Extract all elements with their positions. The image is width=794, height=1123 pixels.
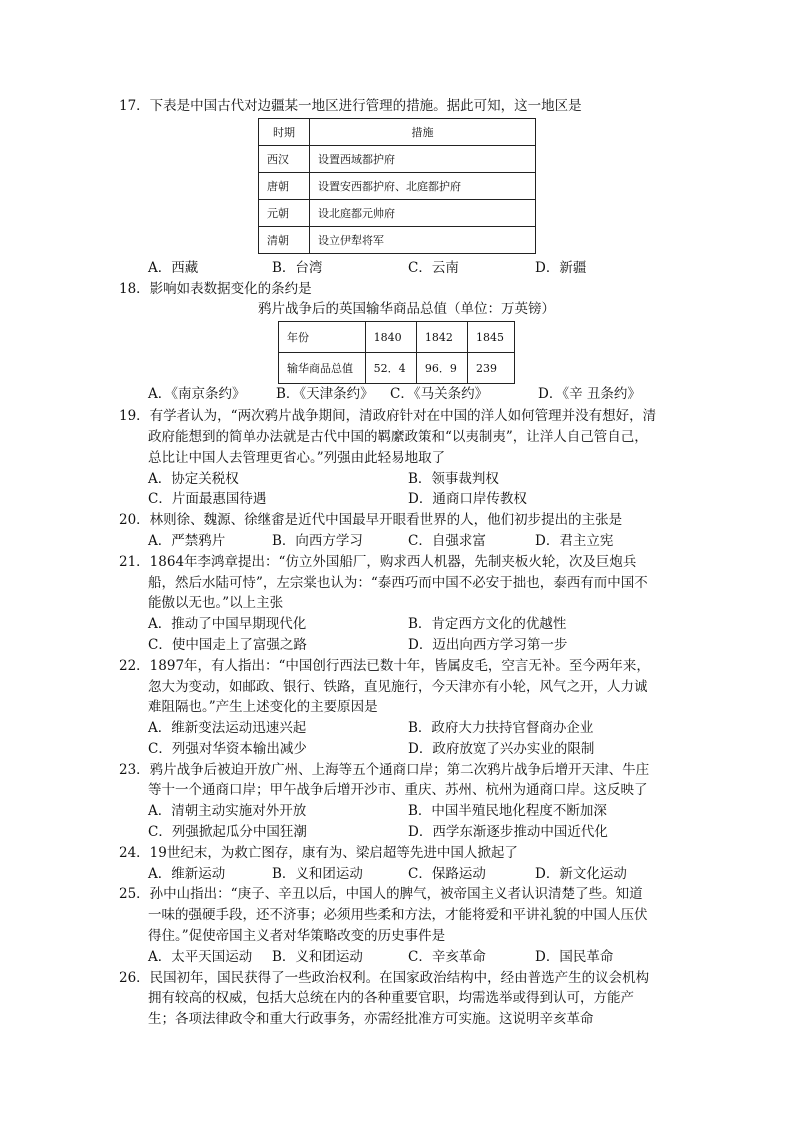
q25-line-1: 25．孙中山指出：“庚子、辛丑以后，中国人的脾气，被帝国主义者认识清楚了些。知道 <box>119 886 643 902</box>
table-cell: 年份 <box>279 322 366 353</box>
q23-option-a: A．清朝主动实施对外开放 <box>148 803 307 819</box>
q20-option-d: D．君主立宪 <box>535 533 614 549</box>
q20-option-c: C．自强求富 <box>408 533 486 549</box>
table-header-cell: 时期 <box>259 119 310 146</box>
q19-option-b: B．领事裁判权 <box>408 471 499 487</box>
q26-line-1: 26．民国初年，国民获得了一些政治权利。在国家政治结构中，经由普选产生的议会机构 <box>119 970 650 986</box>
q18-option-a: A．《南京条约》 <box>148 386 246 402</box>
q25-option-a: A．太平天国运动 <box>148 949 253 965</box>
table-cell: 1842 <box>416 322 467 353</box>
q17-option-a: A．西藏 <box>148 260 199 276</box>
q25-line-3: 得住。”促使帝国主义者对华策略改变的历史事件是 <box>148 928 446 944</box>
q21-line-2: 船，然后水陆可恃”，左宗棠也认为：“泰西巧而中国不必安于拙也，泰西有而中国不 <box>148 575 648 591</box>
q25-option-d: D．国民革命 <box>535 949 614 965</box>
q18-stem: 18．影响如表数据变化的条约是 <box>119 281 312 297</box>
q19-option-a: A．协定关税权 <box>148 471 239 487</box>
table-cell: 96．9 <box>416 353 467 384</box>
q24-option-d: D．新文化运动 <box>535 866 627 882</box>
q17-option-c: C．云南 <box>408 260 459 276</box>
q21-option-a: A．推动了中国早期现代化 <box>148 616 307 632</box>
q21-option-c: C．使中国走上了富强之路 <box>148 637 307 653</box>
q17-option-b: B．台湾 <box>272 260 323 276</box>
table-cell: 设置西域都护府 <box>310 146 536 173</box>
q17-stem: 17．下表是中国古代对边疆某一地区进行管理的措施。据此可知，这一地区是 <box>119 98 582 114</box>
table-cell: 52．4 <box>365 353 416 384</box>
table-cell: 西汉 <box>259 146 310 173</box>
q18-option-c: C．《马关条约》 <box>390 386 489 402</box>
table-row <box>259 173 536 200</box>
table-cell: 设立伊犁将军 <box>310 227 536 254</box>
q24-option-b: B．义和团运动 <box>272 866 363 882</box>
table-cell: 清朝 <box>259 227 310 254</box>
table-cell: 239 <box>467 353 514 384</box>
q19-option-c: C．片面最惠国待遇 <box>148 491 267 507</box>
q22-line-2: 忽大为变动，如邮政、银行、铁路，直见施行，今天津亦有小轮，风气之开，人力诚 <box>148 679 648 695</box>
table-cell: 元朝 <box>259 200 310 227</box>
q19-line-1: 19．有学者认为，“两次鸦片战争期间，清政府针对在中国的洋人如何管理并没有想好，清 <box>119 408 657 424</box>
table-cell: 1840 <box>365 322 416 353</box>
table-row <box>259 146 536 173</box>
table-header-row <box>259 119 536 146</box>
table-row <box>279 322 515 353</box>
q18-option-b: B．《天津条约》 <box>276 386 374 402</box>
q20-option-a: A．严禁鸦片 <box>148 533 226 549</box>
q23-line-1: 23．鸦片战争后被迫开放广州、上海等五个通商口岸；第二次鸦片战争后增开天津、牛庄 <box>119 762 650 778</box>
q19-line-2: 政府能想到的简单办法就是古代中国的羁縻政策和“以夷制夷”，让洋人自己管自己， <box>148 429 648 445</box>
table-cell: 唐朝 <box>259 173 310 200</box>
q18-option-d: D．《辛 丑条约》 <box>538 386 641 402</box>
q20-stem: 20．林则徐、魏源、徐继畬是近代中国最早开眼看世界的人，他们初步提出的主张是 <box>119 512 623 528</box>
table-row <box>259 200 536 227</box>
q26-line-3: 生；各项法律政令和重大行政事务，亦需经批准方可实施。这说明辛亥革命 <box>148 1011 594 1027</box>
table-cell: 输华商品总值 <box>279 353 366 384</box>
q18-table-caption: 鸦片战争后的英国输华商品总值（单位：万英镑） <box>258 301 555 317</box>
q21-option-b: B．肯定西方文化的优越性 <box>408 616 567 632</box>
q24-option-c: C．保路运动 <box>408 866 486 882</box>
q22-line-3: 难阻隔也。”产生上述变化的主要原因是 <box>148 699 378 715</box>
q24-option-a: A．维新运动 <box>148 866 226 882</box>
q25-option-c: C．辛亥革命 <box>408 949 486 965</box>
q19-line-3: 总比让中国人去管理更省心。”列强由此轻易地取了 <box>148 450 446 466</box>
q23-option-b: B．中国半殖民地化程度不断加深 <box>408 803 607 819</box>
table-row <box>259 227 536 254</box>
table-cell: 1845 <box>467 322 514 353</box>
q25-line-2: 一味的强硬手段，还不济事；必须用些柔和方法，才能将爱和平讲礼貌的中国人压伏 <box>148 907 648 923</box>
q24-stem: 24．19世纪末，为救亡图存，康有为、梁启超等先进中国人掀起了 <box>119 845 518 861</box>
q23-option-c: C．列强掀起瓜分中国狂潮 <box>148 824 307 840</box>
table-cell: 设北庭都元帅府 <box>310 200 536 227</box>
table-row <box>279 353 515 384</box>
q20-option-b: B．向西方学习 <box>272 533 363 549</box>
q22-option-c: C．列强对华资本输出减少 <box>148 741 307 757</box>
q21-line-1: 21．1864年李鸿章提出：“仿立外国船厂，购求西人机器，先制夹板火轮，次及巨炮兵 <box>119 554 637 570</box>
q22-option-d: D．政府放宽了兴办实业的限制 <box>408 741 595 757</box>
q17-table <box>258 118 536 254</box>
q21-line-3: 能傲以无也。”以上主张 <box>148 595 284 611</box>
q19-option-d: D．通商口岸传教权 <box>408 491 527 507</box>
q22-option-b: B．政府大力扶持官督商办企业 <box>408 720 594 736</box>
q18-table <box>278 321 515 384</box>
q22-line-1: 22．1897年，有人指出：“中国创行西法已数十年，皆属皮毛，空言无补。至今两年来， <box>119 658 650 674</box>
q23-line-2: 等十一个通商口岸；甲午战争后增开沙市、重庆、苏州、杭州为通商口岸。这反映了 <box>148 782 648 798</box>
q17-option-d: D．新疆 <box>535 260 587 276</box>
q22-option-a: A．维新变法运动迅速兴起 <box>148 720 307 736</box>
q21-option-d: D．迈出向西方学习第一步 <box>408 637 568 653</box>
q25-option-b: B．义和团运动 <box>272 949 363 965</box>
table-cell: 设置安西都护府、北庭都护府 <box>310 173 536 200</box>
table-header-cell: 措施 <box>310 119 536 146</box>
q26-line-2: 拥有较高的权威，包括大总统在内的各种重要官职，均需选举或得到认可，方能产 <box>148 990 634 1006</box>
q23-option-d: D．西学东渐逐步推动中国近代化 <box>408 824 608 840</box>
